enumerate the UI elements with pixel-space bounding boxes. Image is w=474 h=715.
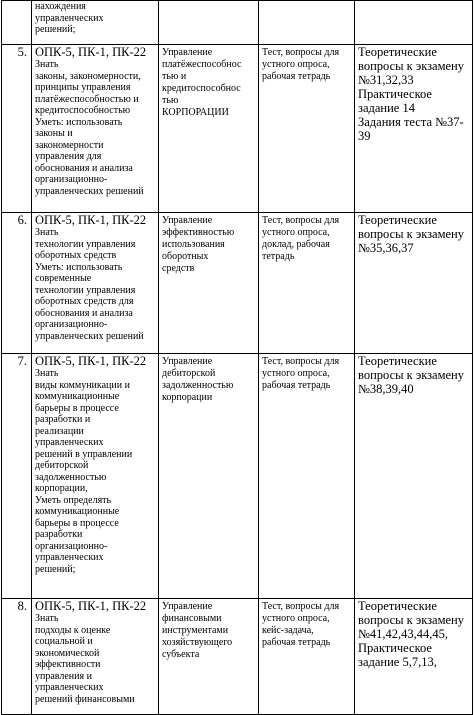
competence-cell	[32, 213, 159, 354]
assessment-forms: Тест, вопросы для устного опроса, рабочая тетрадь	[262, 47, 340, 82]
assessment-materials: Теоретические вопросы к экзамену №31,32,33 Практическое задание 14 Задания теста №37- 39	[358, 45, 464, 143]
competence-codes: ОПК-5, ПК-1, ПК-22	[35, 354, 147, 368]
topic-text: Управление финансовыми инструментами хозяйствующего субъекта	[162, 601, 233, 660]
competence-codes: ОПК-5, ПК-1, ПК-22	[35, 45, 147, 59]
competence-codes: ОПК-5, ПК-1, ПК-22	[35, 599, 147, 613]
competence-cell	[32, 354, 159, 599]
competence-cell	[32, 45, 159, 213]
topic-cell	[159, 45, 259, 213]
competence-cell	[32, 599, 159, 715]
row-number: 7.	[2, 354, 32, 599]
table-row	[2, 213, 473, 354]
forms-cell	[259, 599, 355, 715]
table-row	[2, 599, 473, 715]
forms-cell	[259, 1, 355, 45]
materials-cell	[355, 599, 473, 715]
topic-cell	[159, 599, 259, 715]
topic-text: Управление дебиторской задолженностью корпорации	[162, 356, 234, 403]
forms-cell	[259, 45, 355, 213]
assessment-forms: Тест, вопросы для устного опроса, доклад, рабочая тетрадь	[262, 215, 340, 262]
table-row	[2, 1, 473, 45]
competence-assessment-table	[1, 0, 473, 715]
table-row	[2, 45, 473, 213]
competence-description: Знать законы, закономерности, принципы управления платёжеспособностью и кредитоспособностью Уметь: использовать законы и закономерности управления для обоснования и анализа организационно- управленческих решений	[35, 59, 144, 197]
competence-description: Знать подходы к оценке социальной и экономической эффективности управления и управленческих решений финансовыми	[35, 613, 135, 705]
row-number: 6.	[2, 213, 32, 354]
assessment-forms: Тест, вопросы для устного опроса, кейс-задача, рабочая тетрадь	[262, 601, 340, 648]
row-number	[2, 1, 32, 45]
assessment-materials: Теоретические вопросы к экзамену №35,36,37	[358, 213, 464, 255]
table-row	[2, 354, 473, 599]
topic-text: Управление платёжеспособнос тью и кредитоспособнос тью КОРПОРАЦИИ	[162, 47, 242, 118]
materials-cell	[355, 213, 473, 354]
materials-cell	[355, 354, 473, 599]
forms-cell	[259, 354, 355, 599]
assessment-materials: Теоретические вопросы к экзамену №38,39,40	[358, 354, 464, 396]
competence-description: Знать виды коммуникации и коммуникационные барьеры в процессе разработки и реализации управленческих решений в управлении дебиторской задолженностью корпорации, Уметь определять коммуникационные барьеры в процессе разработки организационно- управленческих решений;	[35, 368, 133, 575]
competence-cell	[32, 1, 159, 45]
topic-cell	[159, 213, 259, 354]
row-number: 5.	[2, 45, 32, 213]
competence-codes: ОПК-5, ПК-1, ПК-22	[35, 213, 147, 227]
topic-cell	[159, 354, 259, 599]
topic-text: Управление эффективностью использования оборотных средств	[162, 215, 235, 274]
assessment-materials: Теоретические вопросы к экзамену №41,42,43,44,45, Практическое задание 5,7,13,	[358, 599, 464, 669]
materials-cell	[355, 45, 473, 213]
competence-description: Знать технологии управления оборотных средств Уметь: использовать современные технологии управления оборотных средств для обоснования и анализа организационно- управленческих решений	[35, 227, 144, 342]
materials-cell	[355, 1, 473, 45]
assessment-forms: Тест, вопросы для устного опроса, рабочая тетрадь	[262, 356, 340, 391]
topic-cell	[159, 1, 259, 45]
forms-cell	[259, 213, 355, 354]
row-number: 8.	[2, 599, 32, 715]
competence-description: нахождения управленческих решений;	[35, 1, 104, 35]
